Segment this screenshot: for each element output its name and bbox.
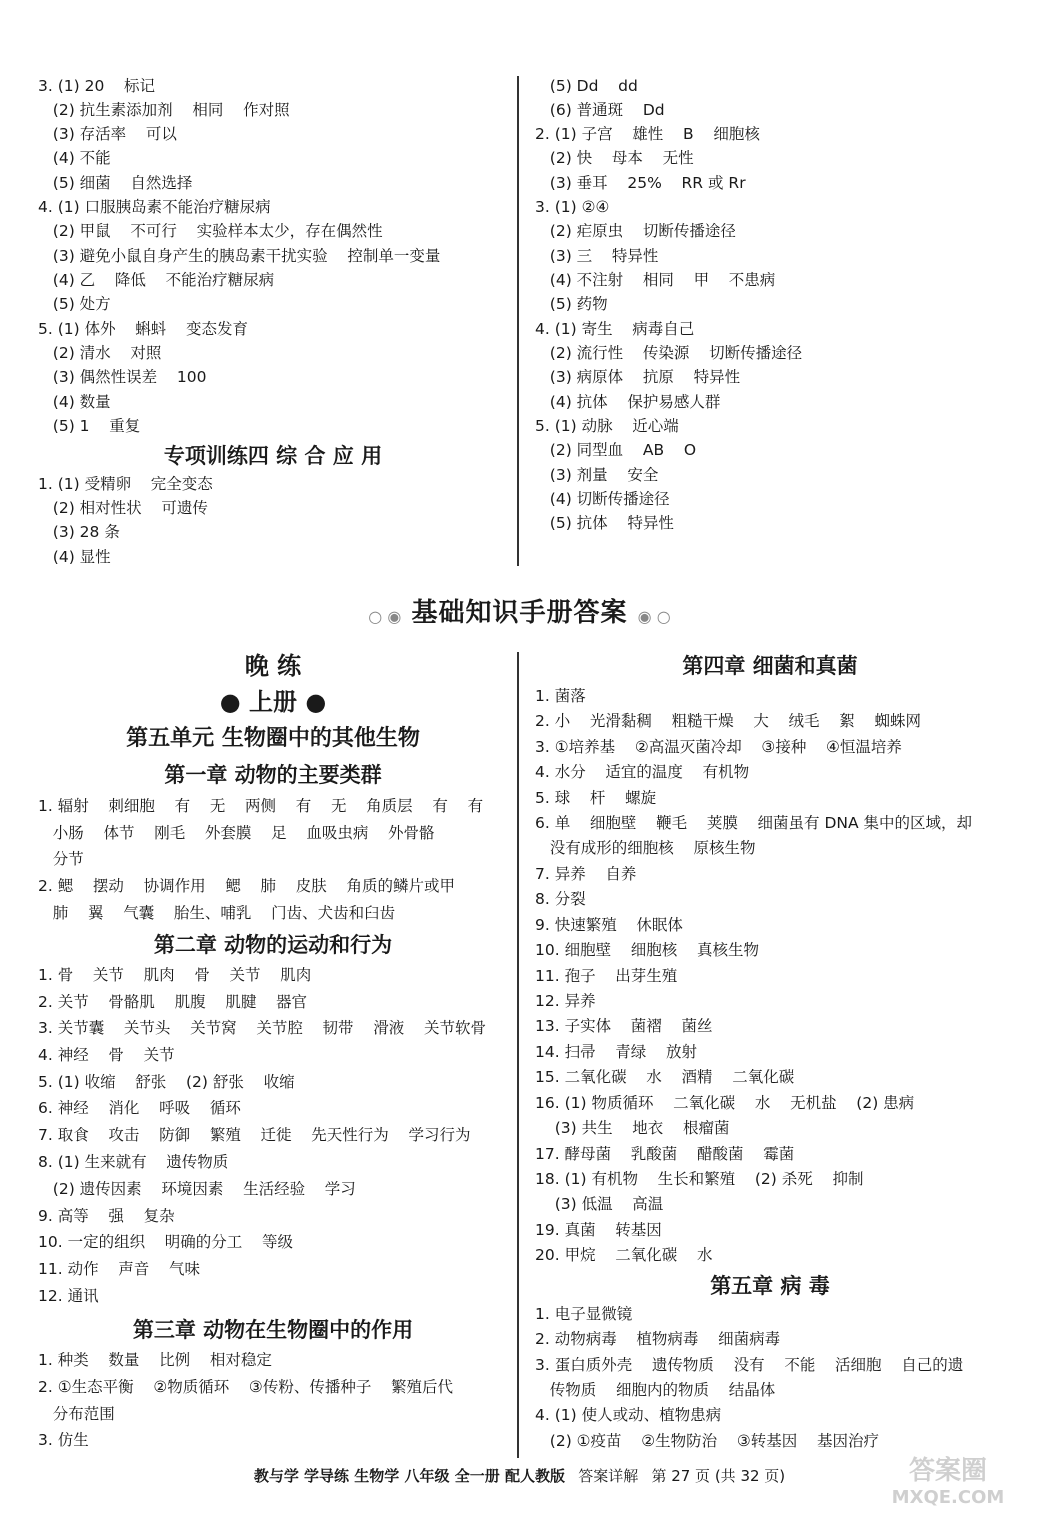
answer-line: 13. 子实体 菌褶 菌丝 — [535, 1017, 713, 1035]
answer-line: (3) 偶然性误差 100 — [38, 368, 207, 386]
answer-line: 14. 扫帚 青绿 放射 — [535, 1043, 697, 1061]
answer-line: 传物质 细胞内的物质 结晶体 — [535, 1381, 776, 1399]
unit-title: 第五单元 生物圈中的其他生物 — [126, 726, 420, 751]
column-divider — [517, 652, 519, 1458]
answer-line: 3. (1) ②④ — [535, 198, 610, 216]
answer-line: 4. (1) 寄生 病毒自己 — [535, 320, 695, 338]
answer-line: 5. (1) 体外 蝌蚪 变态发育 — [38, 320, 249, 338]
answer-line: (2) 清水 对照 — [38, 344, 162, 362]
answer-line: (4) 不能 — [38, 149, 111, 167]
chapter-title: 第一章 动物的主要类群 — [164, 763, 382, 787]
watermark-logo — [868, 1450, 1028, 1528]
answer-line: (4) 乙 降低 不能治疗糖尿病 — [38, 271, 275, 289]
top-left-column — [38, 76, 508, 576]
answer-line: 8. 分裂 — [535, 890, 586, 908]
answer-line: (3) 低温 高温 — [535, 1195, 664, 1213]
banner-title: 基础知识手册答案 — [411, 598, 628, 628]
bottom-right-column — [535, 652, 1005, 1462]
answer-line: 2. 动物病毒 植物病毒 细菌病毒 — [535, 1330, 781, 1348]
answer-line: 20. 甲烷 二氧化碳 水 — [535, 1246, 713, 1264]
answer-line: (5) 1 重复 — [38, 417, 141, 435]
answer-line: 6. 神经 消化 呼吸 循环 — [38, 1099, 241, 1117]
answer-line: 7. 异养 自养 — [535, 865, 637, 883]
answer-line: 1. (1) 受精卵 完全变态 — [38, 475, 213, 493]
answer-line: (2) 流行性 传染源 切断传播途径 — [535, 344, 803, 362]
answer-line: (2) 同型血 AB O — [535, 441, 697, 459]
bottom-left-column — [38, 652, 508, 1462]
answer-line: 4. (1) 使人或动、植物患病 — [535, 1406, 722, 1424]
answer-line: (3) 垂耳 25% RR 或 Rr — [535, 174, 746, 192]
answer-line: 3. 仿生 — [38, 1431, 89, 1449]
page-number: 第 27 页 (共 32 页) — [651, 1467, 786, 1485]
answer-line: 11. 动作 声音 气味 — [38, 1260, 200, 1278]
answer-line: 10. 一定的组织 明确的分工 等级 — [38, 1233, 293, 1251]
answer-line: 5. 球 杆 螺旋 — [535, 789, 657, 807]
answer-line: 7. 取食 攻击 防御 繁殖 迁徙 先天性行为 学习行为 — [38, 1126, 471, 1144]
answer-line: 2. (1) 子宫 雄性 B 细胞核 — [535, 125, 760, 143]
answer-line: (3) 三 特异性 — [535, 247, 659, 265]
answer-line: 分节 — [38, 850, 84, 868]
answer-line: 1. 辐射 刺细胞 有 无 两侧 有 无 角质层 有 有 — [38, 797, 484, 815]
answer-line: 5. (1) 动脉 近心端 — [535, 417, 679, 435]
answer-line: 1. 骨 关节 肌肉 骨 关节 肌肉 — [38, 966, 312, 984]
watermark-text: 答案圈 — [908, 1456, 987, 1486]
answer-line: 19. 真菌 转基因 — [535, 1221, 662, 1239]
answer-line: (5) Dd dd — [535, 77, 638, 95]
answer-line: 8. (1) 生来就有 遗传物质 — [38, 1153, 229, 1171]
answer-line: (2) 疟原虫 切断传播途径 — [535, 222, 736, 240]
section-title: 专项训练四 综 合 应 用 — [163, 444, 383, 468]
answer-line: (2) 抗生素添加剂 相同 作对照 — [38, 101, 290, 119]
answer-line: (5) 抗体 特异性 — [535, 514, 674, 532]
answer-line: (4) 切断传播途径 — [535, 490, 670, 508]
chapter-title: 第五章 病 毒 — [710, 1274, 830, 1298]
answer-line: 17. 酵母菌 乳酸菌 醋酸菌 霉菌 — [535, 1145, 795, 1163]
answer-line: 3. ①培养基 ②高温灭菌冷却 ③接种 ④恒温培养 — [535, 738, 902, 756]
answer-line: 1. 种类 数量 比例 相对稳定 — [38, 1351, 272, 1369]
answer-line: (3) 共生 地衣 根瘤菌 — [535, 1119, 730, 1137]
answer-line: 18. (1) 有机物 生长和繁殖 (2) 杀死 抑制 — [535, 1170, 864, 1188]
answer-line: 没有成形的细胞核 原核生物 — [535, 839, 756, 857]
answer-line: (5) 处方 — [38, 295, 111, 313]
answer-line: 2. 关节 骨骼肌 肌腹 肌腱 器官 — [38, 993, 308, 1011]
section-banner — [0, 592, 1039, 628]
answer-line: (2) ①疫苗 ②生物防治 ③转基因 基因治疗 — [535, 1432, 879, 1450]
chapter-title: 第四章 细菌和真菌 — [682, 654, 858, 678]
answer-line: 15. 二氧化碳 水 酒精 二氧化碳 — [535, 1068, 795, 1086]
answer-line: 2. 鳃 摆动 协调作用 鳃 肺 皮肤 角质的鳞片或甲 — [38, 877, 455, 895]
answer-line: 11. 孢子 出芽生殖 — [535, 967, 678, 985]
answer-line: 3. 关节囊 关节头 关节窝 关节腔 韧带 滑液 关节软骨 — [38, 1019, 486, 1037]
volume-title: ● 上册 ● — [219, 688, 327, 716]
answer-line: 4. 水分 适宜的温度 有机物 — [535, 763, 750, 781]
answer-line: (3) 28 条 — [38, 523, 120, 541]
footer-brand: 教与学 学导练 生物学 八年级 全一册 配人教版 — [253, 1467, 565, 1485]
chapter-title: 第三章 动物在生物圈中的作用 — [132, 1318, 414, 1342]
column-divider — [517, 76, 519, 566]
answer-line: (4) 不注射 相同 甲 不患病 — [535, 271, 776, 289]
answer-line: 小肠 体节 刚毛 外套膜 足 血吸虫病 外骨骼 — [38, 824, 435, 842]
answer-line: 12. 异养 — [535, 992, 596, 1010]
answer-line: 10. 细胞壁 细胞核 真核生物 — [535, 941, 759, 959]
answer-line: (4) 数量 — [38, 393, 111, 411]
answer-line: 12. 通讯 — [38, 1287, 99, 1305]
answer-line: (4) 显性 — [38, 548, 111, 566]
answer-line: (2) 相对性状 可遗传 — [38, 499, 208, 517]
watermark-url: MXQE.COM — [891, 1487, 1005, 1508]
answer-line: 肺 翼 气囊 胎生、哺乳 门齿、犬齿和臼齿 — [38, 904, 396, 922]
answer-line: (4) 抗体 保护易感人群 — [535, 393, 721, 411]
answer-line: 2. ①生态平衡 ②物质循环 ③传粉、传播种子 繁殖后代 — [38, 1378, 454, 1396]
answer-line: (3) 病原体 抗原 特异性 — [535, 368, 741, 386]
answer-line: 4. (1) 口服胰岛素不能治疗糖尿病 — [38, 198, 271, 216]
answer-line: (2) 快 母本 无性 — [535, 149, 694, 167]
answer-line: (3) 剂量 安全 — [535, 466, 659, 484]
answer-line: 4. 神经 骨 关节 — [38, 1046, 175, 1064]
answer-line: 1. 电子显微镜 — [535, 1305, 633, 1323]
decorative-dots-icon: ◉ ○ — [632, 607, 671, 626]
answer-line: (5) 细菌 自然选择 — [38, 174, 193, 192]
answer-line: (6) 普通斑 Dd — [535, 101, 665, 119]
answer-line: (3) 避免小鼠自身产生的胰岛素干扰实验 控制单一变量 — [38, 247, 441, 265]
answer-line: (3) 存活率 可以 — [38, 125, 177, 143]
footer-section: 答案详解 — [578, 1467, 639, 1485]
answer-line: 9. 高等 强 复杂 — [38, 1207, 175, 1225]
answer-line: 9. 快速繁殖 休眠体 — [535, 916, 683, 934]
answer-line: 1. 菌落 — [535, 687, 586, 705]
answer-line: 3. (1) 20 标记 — [38, 77, 156, 95]
chapter-title: 第二章 动物的运动和行为 — [153, 933, 393, 957]
answer-line: (2) 甲鼠 不可行 实验样本太少，存在偶然性 — [38, 222, 383, 240]
decorative-dots-icon: ○ ◉ — [368, 607, 407, 626]
answer-line: 5. (1) 收缩 舒张 (2) 舒张 收缩 — [38, 1073, 295, 1091]
answer-line: (2) 遗传因素 环境因素 生活经验 学习 — [38, 1180, 356, 1198]
answer-line: 6. 单 细胞壁 鞭毛 荚膜 细菌虽有 DNA 集中的区域，却 — [535, 814, 973, 832]
answer-line: 16. (1) 物质循环 二氧化碳 水 无机盐 (2) 患病 — [535, 1094, 915, 1112]
answer-line: 3. 蛋白质外壳 遗传物质 没有 不能 活细胞 自己的遗 — [535, 1356, 964, 1374]
answer-line: 分布范围 — [38, 1405, 115, 1423]
top-right-column — [535, 76, 1005, 546]
answer-line: (5) 药物 — [535, 295, 608, 313]
practice-title: 晚 练 — [244, 652, 302, 680]
answer-line: 2. 小 光滑黏稠 粗糙干燥 大 绒毛 絮 蜘蛛网 — [535, 712, 921, 730]
